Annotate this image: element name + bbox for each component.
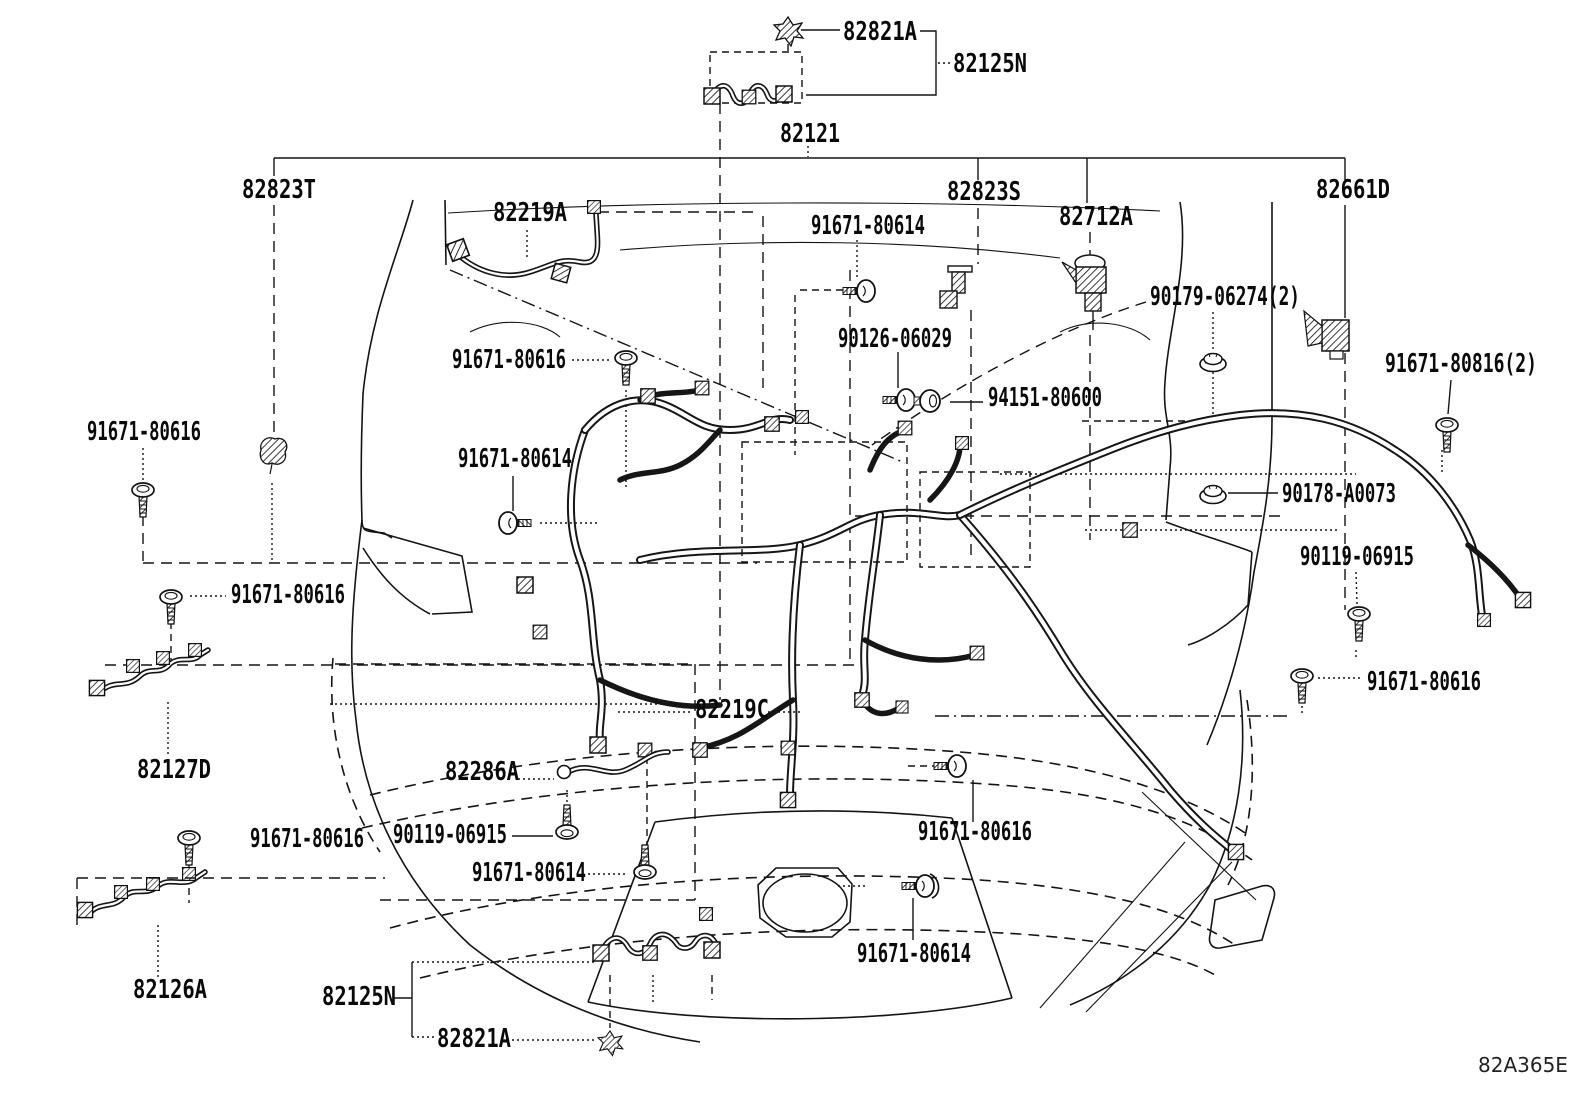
nut-icon (1200, 354, 1226, 372)
part-label-91671-80616-right: 91671-80616 (1367, 667, 1481, 697)
connector-icon (704, 942, 720, 958)
part-82712A-sensor (1062, 255, 1106, 330)
part-82661D-connector (1304, 311, 1349, 359)
connector-icon (776, 86, 792, 102)
nut-icon (1200, 486, 1226, 504)
bolt-icon (883, 389, 915, 411)
bolt-icon (499, 512, 531, 534)
part-number-labels (87, 17, 1568, 1077)
connector-icon (533, 625, 547, 639)
main-engine-wire-harness (517, 381, 1531, 859)
screw-icon (160, 590, 182, 624)
connector-icon (855, 693, 869, 707)
part-label-90126-06029: 90126-06029 (838, 324, 952, 354)
part-label-82823T: 82823T (242, 175, 316, 205)
part-label-82286A: 82286A (445, 757, 520, 787)
screw-icon (132, 483, 154, 517)
part-label-91671-80616-left-mid: 91671-80616 (231, 580, 345, 610)
part-label-82125N-bottom: 82125N (322, 982, 396, 1012)
part-label-91671-80616-bottom-left: 91671-80616 (250, 824, 364, 854)
connector-icon (780, 792, 795, 807)
connector-icon (1515, 592, 1530, 607)
connector-icon (115, 886, 128, 899)
screw-icon (1436, 418, 1458, 452)
part-label-94151-80600: 94151-80600 (988, 383, 1102, 413)
part-label-90119-06915-bottom: 90119-06915 (393, 820, 507, 850)
part-label-82821A-bottom: 82821A (437, 1024, 512, 1054)
screw-icon (1348, 607, 1370, 641)
vehicle-front-end-outline (332, 200, 1275, 1042)
screw-icon (178, 831, 200, 865)
connector-icon (765, 417, 779, 431)
connector-icon (517, 577, 533, 593)
connector-icon (700, 908, 713, 921)
connector-icon (1123, 523, 1137, 537)
bolt-icon (843, 280, 875, 302)
dashed-reference-lines (105, 103, 1442, 1028)
connector-icon (704, 88, 720, 104)
connector-icon (1478, 614, 1491, 627)
bolt-icon (902, 875, 934, 897)
part-label-82712A: 82712A (1059, 202, 1134, 232)
part-label-90179-06274: 90179-06274(2) (1150, 282, 1300, 312)
connector-icon (956, 437, 969, 450)
part-label-91671-80616-mid-upper: 91671-80616 (452, 345, 566, 375)
connector-icon (189, 644, 202, 657)
part-label-91671-80614-mid: 91671-80614 (458, 444, 572, 474)
part-label-91671-80616-far-left: 91671-80616 (87, 417, 201, 447)
connector-icon (693, 743, 707, 757)
part-label-90178-A0073: 90178-A0073 (1282, 479, 1396, 509)
connector-icon (89, 680, 104, 695)
part-82823S-bracket (940, 266, 972, 308)
connector-icon (898, 421, 912, 435)
grommet-plug-icon (260, 438, 287, 474)
part-label-82219C: 82219C (695, 695, 769, 725)
connector-icon (641, 389, 655, 403)
clip-icon (774, 17, 803, 46)
connector-icon (796, 411, 809, 424)
drawing-code: 82A365E (1478, 1053, 1568, 1077)
connector-icon (1228, 844, 1243, 859)
part-label-82126A: 82126A (133, 975, 208, 1005)
part-82286A-wire (518, 752, 668, 779)
part-label-82127D: 82127D (137, 755, 211, 785)
grommet-icon (914, 390, 940, 412)
part-82823T-grommet (260, 438, 287, 474)
clip-icon (598, 1031, 623, 1056)
screw-icon (1291, 669, 1313, 703)
part-label-91671-80614-bottom-center: 91671-80614 (857, 939, 971, 969)
part-82127D-harness (89, 644, 208, 756)
connector-icon (147, 878, 160, 891)
connector-icon (588, 201, 601, 214)
connector-icon (896, 701, 908, 713)
part-label-82121: 82121 (780, 119, 840, 149)
connector-icon (695, 381, 709, 395)
part-82126A-harness (77, 868, 385, 977)
connector-icon (551, 263, 571, 283)
part-label-91671-80616-bottom-right: 91671-80616 (918, 817, 1032, 847)
part-label-90119-06915-right: 90119-06915 (1300, 542, 1414, 572)
connector-icon (127, 660, 140, 673)
screw-icon (634, 845, 656, 879)
connector-icon (77, 902, 92, 917)
screw-icon (615, 351, 637, 385)
connector-icon (157, 652, 170, 665)
connector-icon (742, 90, 756, 104)
part-label-82661D: 82661D (1316, 175, 1390, 205)
part-label-91671-80816: 91671-80816(2) (1385, 349, 1537, 379)
bolt-icon (934, 755, 966, 777)
connector-icon (593, 945, 609, 961)
part-label-82219A: 82219A (493, 198, 568, 228)
connector-icon (643, 946, 657, 960)
connector-icon (970, 646, 984, 660)
connector-icon (590, 737, 606, 753)
screw-icon (556, 805, 578, 839)
part-label-91671-80614-top: 91671-80614 (811, 211, 925, 241)
connector-icon (781, 741, 795, 755)
part-label-82821A-top: 82821A (843, 17, 918, 47)
part-label-91671-80614-bottom-mid: 91671-80614 (472, 858, 586, 888)
part-label-82125N-top: 82125N (953, 49, 1027, 79)
part-label-82823S: 82823S (947, 177, 1021, 207)
